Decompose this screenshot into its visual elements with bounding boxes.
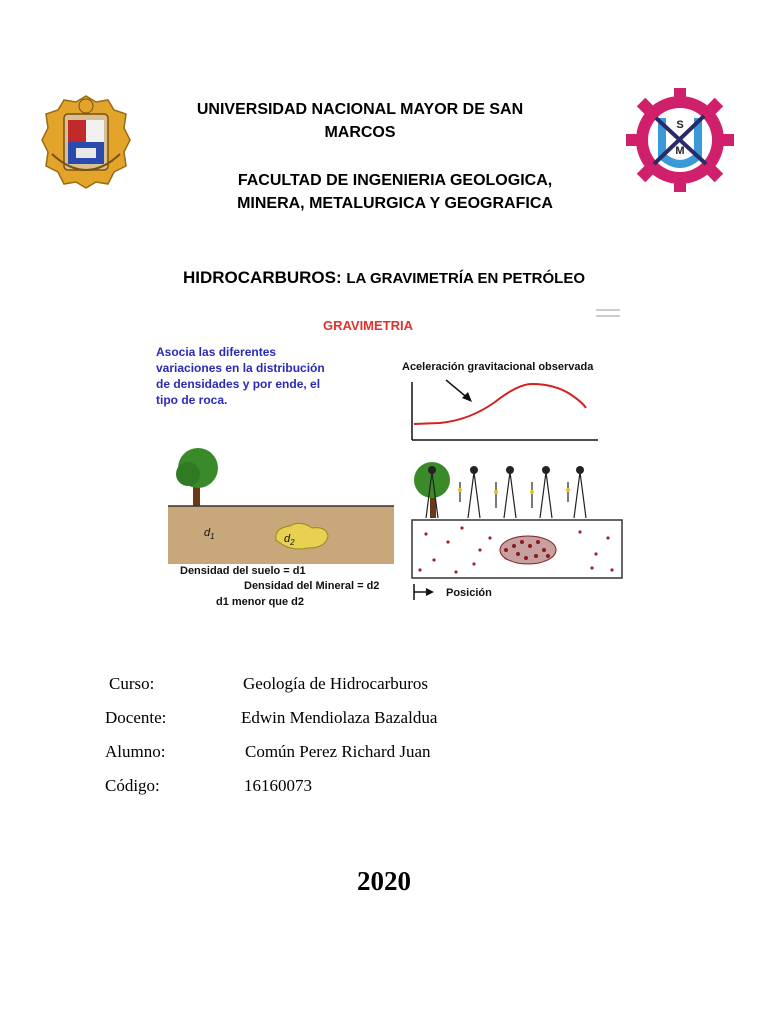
info-value: Geología de Hidrocarburos [243, 674, 429, 693]
label-d2: d [284, 533, 291, 545]
dense-body [500, 536, 556, 564]
info-value: Común Perez Richard Juan [245, 742, 431, 761]
label-d1-sub: 1 [210, 532, 215, 541]
density-mineral: Densidad del Mineral = d2 [244, 580, 380, 592]
description-line-3: de densidades y por ende, el [156, 377, 321, 391]
info-value: 16160073 [244, 776, 312, 795]
figure-heading: GRAVIMETRIA [322, 318, 414, 333]
info-label: Curso: [109, 674, 155, 693]
faculty-name: FACULTAD DE INGENIERIA GEOLOGICA, MINERA, METALURGICA Y GEOGRAFICA [237, 172, 553, 212]
info-label: Docente: [105, 708, 167, 727]
graph-label: Aceleración gravitacional observada [402, 361, 594, 373]
svg-text:S: S [676, 119, 684, 131]
position-label: Posición [446, 587, 492, 599]
ingenieria-geologica-gear-logo [626, 88, 734, 192]
density-soil: Densidad del suelo = d1 [180, 565, 306, 577]
info-label: Código: [105, 776, 160, 795]
year: 2020 [357, 866, 411, 896]
university-crest-logo [38, 94, 134, 190]
gravimetry-figure [150, 302, 630, 624]
title-main: HIDROCARBUROS: [182, 268, 342, 287]
description-line-4: tipo de roca. [156, 393, 228, 407]
density-comparison: d1 menor que d2 [216, 596, 305, 608]
info-label: Alumno: [105, 742, 166, 761]
description-line-2: variaciones en la distribución [156, 361, 325, 375]
info-value: Edwin Mendiolaza Bazaldua [241, 708, 438, 727]
label-d1: d [204, 527, 211, 539]
university-name: UNIVERSIDAD NACIONAL MAYOR DE SAN MARCOS [196, 101, 524, 141]
title-sub: LA GRAVIMETRÍA EN PETRÓLEO [346, 270, 586, 287]
description-line-1: Asocia las diferentes [156, 345, 277, 359]
document-title [0, 268, 768, 288]
svg-text:M: M [675, 145, 685, 157]
label-d2-sub: 2 [290, 538, 295, 547]
